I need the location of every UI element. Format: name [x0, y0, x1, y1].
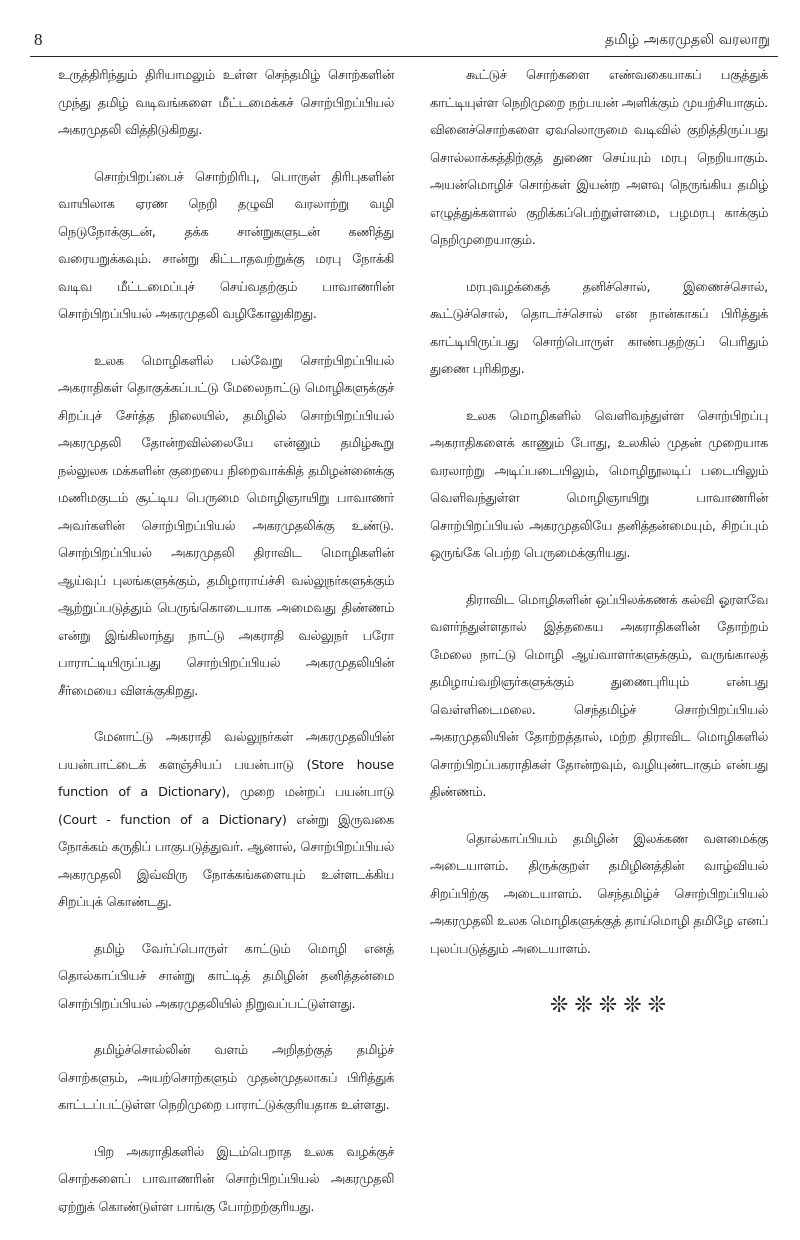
- paragraph: உலக மொழிகளில் வெளிவந்துள்ள சொற்பிறப்பு அகராதிகளைக் காணும் போது, உலகில் முதன் முறையாக வரலாற்று அடிப்படையிலும், மொழிநூலடிப் படையிலும் வெளிவந்துள்ள மொழிஞாயிறு பாவாணரின் சொற்பிறப்பியல் அகரமுதலியே தனித்தன்மையும், சிறப்பும் ஒருங்கே பெற்ற பெருமைக்குரியது.: [430, 408, 768, 561]
- left-column: [58, 62, 394, 1240]
- paragraph: தொல்காப்பியம் தமிழின் இலக்கண வளமைக்கு அடையாளம். திருக்குறள் தமிழினத்தின் வாழ்வியல் சிறப்பிற்கு அடையாளம். செந்தமிழ்ச் சொற்பிறப்பியல் அகரமுதலி உலக மொழிகளுக்குத் தாய்மொழி தமிழே எனப் புலப்படுத்தும் அடையாளம்.: [430, 831, 768, 957]
- paragraph: தமிழ் வேர்ப்பொருள் காட்டும் மொழி எனத் தொல்காப்பியச் சான்று காட்டித் தமிழின் தனித்தன்மை சொற்பிறப்பியல் அகரமுதலியில் நிறுவப்பட்டுள்ளது.: [58, 941, 394, 1012]
- paragraph: பிற அகராதிகளில் இடம்பெறாத உலக வழக்குச் சொற்களைப் பாவாணரின் சொற்பிறப்பியல் அகரமுதலி ஏற்றுக் கொண்டுள்ள பாங்கு போற்றற்குரியது.: [58, 1144, 394, 1215]
- paragraph: கூட்டுச் சொற்களை எண்வகையாகப் பகுத்துக் காட்டியுள்ள நெறிமுறை நற்பயன் அளிக்கும் முயற்சியாகும். வினைச்சொற்களை ஏவலொருமை வடிவில் குறித்திருப்பது சொல்லாக்கத்திற்குத் துணை செய்யும் மரபு நெறியாகும். அயன்மொழிச் சொற்கள் இயன்ற அளவு நெருங்கிய தமிழ் எழுத்துக்களால் குறிக்கப்பெற்றுள்ளமை, பழமரபு காக்கும் நெறிமுறையாகும்.: [430, 68, 768, 248]
- paragraph: மரபுவழக்கைத் தனிச்சொல், இணைச்சொல், கூட்டுச்சொல், தொடர்ச்சொல் என நான்காகப் பிரித்துக் காட்டியிருப்பது சொற்பொருள் காண்பதற்குப் பெரிதும் துணை புரிகிறது.: [430, 279, 768, 377]
- paragraph: உலக மொழிகளில் பல்வேறு சொற்பிறப்பியல் அகராதிகள் தொகுக்கப்பட்டு மேலைநாட்டு மொழிகளுக்குச் சிறப்புச் சேர்த்த நிலையில், தமிழில் சொற்பிறப்பியல் அகரமுதலி தோன்றவில்லையே என்னும் தமிழ்கூறு நல்லுலக மக்களின் குறையை நிறைவாக்கித் தமிழன்னைக்கு மணிமகுடம் சூட்டிய பெருமை மொழிஞாயிறு பாவாணர் அவர்களின் சொற்பிறப்பியல் அகரமுதலிக்கு உண்டு. சொற்பிறப்பியல் அகரமுதலி திராவிட மொழிகளின் ஆய்வுப் புலங்களுக்கும், தமிழாராய்ச்சி வல்லுநர்களுக்கும் ஆற்றுப்படுத்தும் பெருங்கொடையாக அமைவது திண்ணம் என்று இங்கிலாந்து நாட்டு அகராதி வல்லுநர் பரோ பாராட்டியிருப்பது சொற்பிறப்பியல் அகரமுதலியின் சீர்மையை விளக்குகிறது.: [58, 353, 394, 699]
- paragraph: திராவிட மொழிகளின் ஒப்பிலக்கணக் கல்வி ஓரளவே வளர்ந்துள்ளதால் இத்தகைய அகராதிகளின் தோற்றம் மேலை நாட்டு மொழி ஆய்வாளர்களுக்கும், வருங்காலத் தமிழாய்வறிஞர்களுக்கும் துணைபுரியும் என்பது வெள்ளிடைமலை. செந்தமிழ்ச் சொற்பிறப்பியல் அகரமுதலியின் தோற்றத்தால், மற்ற திராவிட மொழிகளில் சொற்பிறப்பகராதிகள் தோன்றவும், வழியுண்டாகும் என்பது திண்ணம்.: [430, 592, 768, 800]
- paragraph: சொற்பிறப்பைச் சொற்றிரிபு, பொருள் திரிபுகளின் வாயிலாக ஏரண நெறி தழுவி வரலாற்று வழி நெடுநோக்குடன், தக்க சான்றுகளுடன் கணித்து வரையறுக்கவும். சான்று கிட்டாதவற்றுக்கு மரபு நோக்கி வடிவ மீட்டமைப்புச் செய்வதற்கும் பாவாணரின் சொற்பிறப்பியல் அகரமுதலி வழிகோலுகிறது.: [58, 169, 394, 322]
- paragraph: உருத்திரிந்தும் திரியாமலும் உள்ள செந்தமிழ் சொற்களின் முந்து தமிழ் வடிவங்களை மீட்டமைக்கச் சொற்பிறப்பியல் அகரமுதலி வித்திடுகிறது.: [58, 68, 394, 138]
- paragraph: தமிழ்ச்சொல்லின் வளம் அறிதற்குத் தமிழ்ச் சொற்களும், அயற்சொற்களும் முதன்முதலாகப் பிரித்துக் காட்டப்பட்டுள்ள நெறிமுறை பாராட்டுக்குரியதாக உள்ளது.: [58, 1043, 394, 1113]
- page-number: 8: [34, 30, 43, 49]
- running-title: தமிழ் அகரமுதலி வரலாறு: [604, 32, 770, 48]
- section-end-ornament: ❊❊❊❊❊: [549, 993, 673, 1018]
- right-column: [430, 62, 768, 1018]
- page-header: [30, 28, 778, 57]
- paragraph: மேனாட்டு அகராதி வல்லுநர்கள் அகரமுதலியின் பயன்பாட்டைக் களஞ்சியப் பயன்பாடு (Store house function of a Dictionary), முறை மன்றப் பயன்பாடு (Court - function of a Dictionary) என்று இருவகை நோக்கம் கருதிப் பாகுபடுத்துவர். ஆனால், சொற்பிறப்பியல் அகரமுதலி இவ்விரு நோக்கங்களையும் உள்ளடக்கிய சிறப்புக் கொண்டது.: [58, 730, 394, 910]
